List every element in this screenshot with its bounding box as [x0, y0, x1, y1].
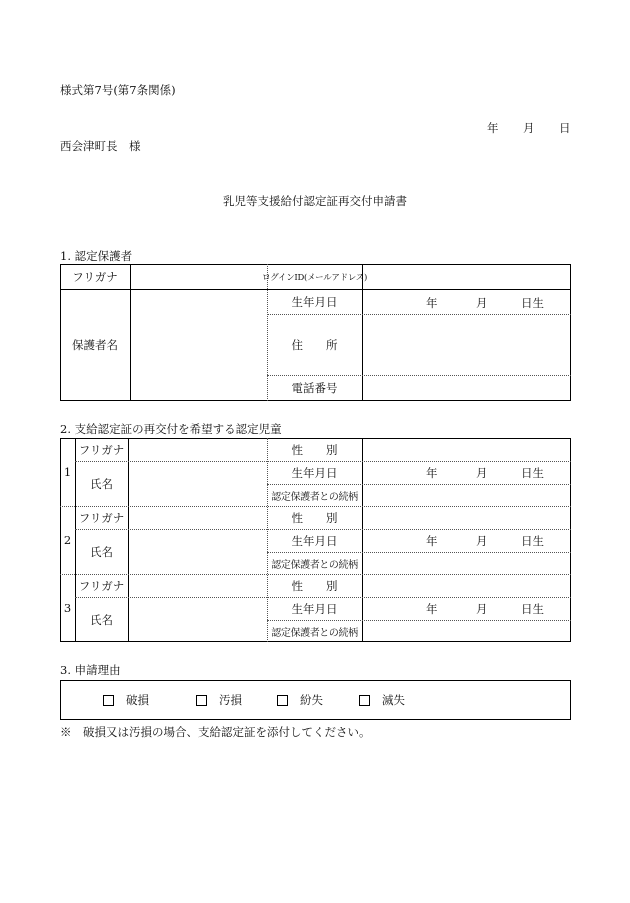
footnote: ※ 破損又は汚損の場合、支給認定証を添付してください。: [60, 725, 371, 739]
addressee: 西会津町長 様: [60, 139, 141, 153]
reason-label: 破損: [126, 693, 149, 707]
child-gender-field[interactable]: [362, 506, 571, 529]
child-birth-year: 年: [426, 466, 438, 480]
child-birth-year: 年: [426, 534, 438, 548]
child-gender-label: 性 別: [291, 510, 338, 525]
child-furigana-field[interactable]: [128, 574, 267, 597]
guardian-birth-year: 年: [426, 296, 438, 310]
child-birth-day: 日生: [521, 602, 544, 616]
reason-label: 紛失: [300, 693, 323, 707]
child-birth-label: 生年月日: [291, 465, 338, 480]
child-birth-label: 生年月日: [291, 601, 338, 616]
child-relation-field[interactable]: [362, 552, 571, 574]
date-year-label: 年: [487, 121, 499, 135]
child-name-label: 氏名: [90, 476, 113, 491]
login-id-field[interactable]: [362, 264, 571, 289]
reason-option-soiled[interactable]: [196, 680, 242, 720]
child-number: 3: [63, 601, 72, 615]
child-furigana-label: フリガナ: [78, 510, 125, 525]
guardian-furigana-label: フリガナ: [72, 269, 118, 284]
reason-label: 汚損: [219, 693, 242, 707]
reason-option-destroyed[interactable]: [359, 680, 405, 720]
child-gender-field[interactable]: [362, 574, 571, 597]
phone-field[interactable]: [362, 375, 571, 401]
child-number: 2: [63, 533, 72, 547]
child-name-field[interactable]: [128, 461, 267, 506]
section2-heading: 2. 支給認定証の再交付を希望する認定児童: [60, 422, 282, 436]
child-name-field[interactable]: [128, 597, 267, 642]
child-birth-month: 月: [476, 534, 488, 548]
child-birth-day: 日生: [521, 534, 544, 548]
phone-label: 電話番号: [291, 381, 338, 395]
child-furigana-label: フリガナ: [78, 442, 125, 457]
guardian-furigana-field[interactable]: [130, 264, 267, 289]
reason-option-damage[interactable]: [103, 680, 149, 720]
child-relation-field[interactable]: [362, 620, 571, 642]
child-name-label: 氏名: [90, 544, 113, 559]
checkbox-icon[interactable]: [103, 695, 114, 706]
guardian-birth-label: 生年月日: [291, 294, 338, 309]
child-gender-label: 性 別: [291, 442, 338, 457]
checkbox-icon[interactable]: [277, 695, 288, 706]
child-name-label: 氏名: [90, 612, 113, 627]
child-name-field[interactable]: [128, 529, 267, 574]
child-birth-year: 年: [426, 602, 438, 616]
guardian-birth-month: 月: [476, 296, 488, 310]
form-number: 様式第7号(第7条関係): [60, 83, 176, 97]
checkbox-icon[interactable]: [196, 695, 207, 706]
child-number: 1: [63, 465, 72, 479]
child-gender-field[interactable]: [362, 438, 571, 461]
reason-label: 滅失: [382, 693, 405, 707]
child-birth-label: 生年月日: [291, 533, 338, 548]
reason-option-lost[interactable]: [277, 680, 323, 720]
child-gender-label: 性 別: [291, 578, 338, 593]
child-furigana-field[interactable]: [128, 506, 267, 529]
section1-heading: 1. 認定保護者: [60, 249, 133, 263]
section3-heading: 3. 申請理由: [60, 663, 121, 677]
checkbox-icon[interactable]: [359, 695, 370, 706]
child-relation-label: 認定保護者との続柄: [271, 491, 358, 503]
child-furigana-field[interactable]: [128, 438, 267, 461]
child-birth-month: 月: [476, 602, 488, 616]
guardian-name-field[interactable]: [130, 289, 267, 401]
child-birth-day: 日生: [521, 466, 544, 480]
login-id-label: ログインID(メールアドレス): [262, 272, 367, 283]
child-relation-label: 認定保護者との続柄: [271, 559, 358, 571]
child-birth-month: 月: [476, 466, 488, 480]
guardian-name-label: 保護者名: [72, 338, 118, 352]
document-title: 乳児等支援給付認定証再交付申請書: [223, 194, 407, 208]
date-month-label: 月: [523, 121, 535, 135]
guardian-birth-day: 日生: [521, 296, 544, 310]
address-label: 住 所: [291, 337, 338, 352]
date-day-label: 日: [559, 121, 571, 135]
child-relation-field[interactable]: [362, 484, 571, 506]
address-field[interactable]: [362, 314, 571, 375]
child-relation-label: 認定保護者との続柄: [271, 627, 358, 639]
child-furigana-label: フリガナ: [78, 578, 125, 593]
